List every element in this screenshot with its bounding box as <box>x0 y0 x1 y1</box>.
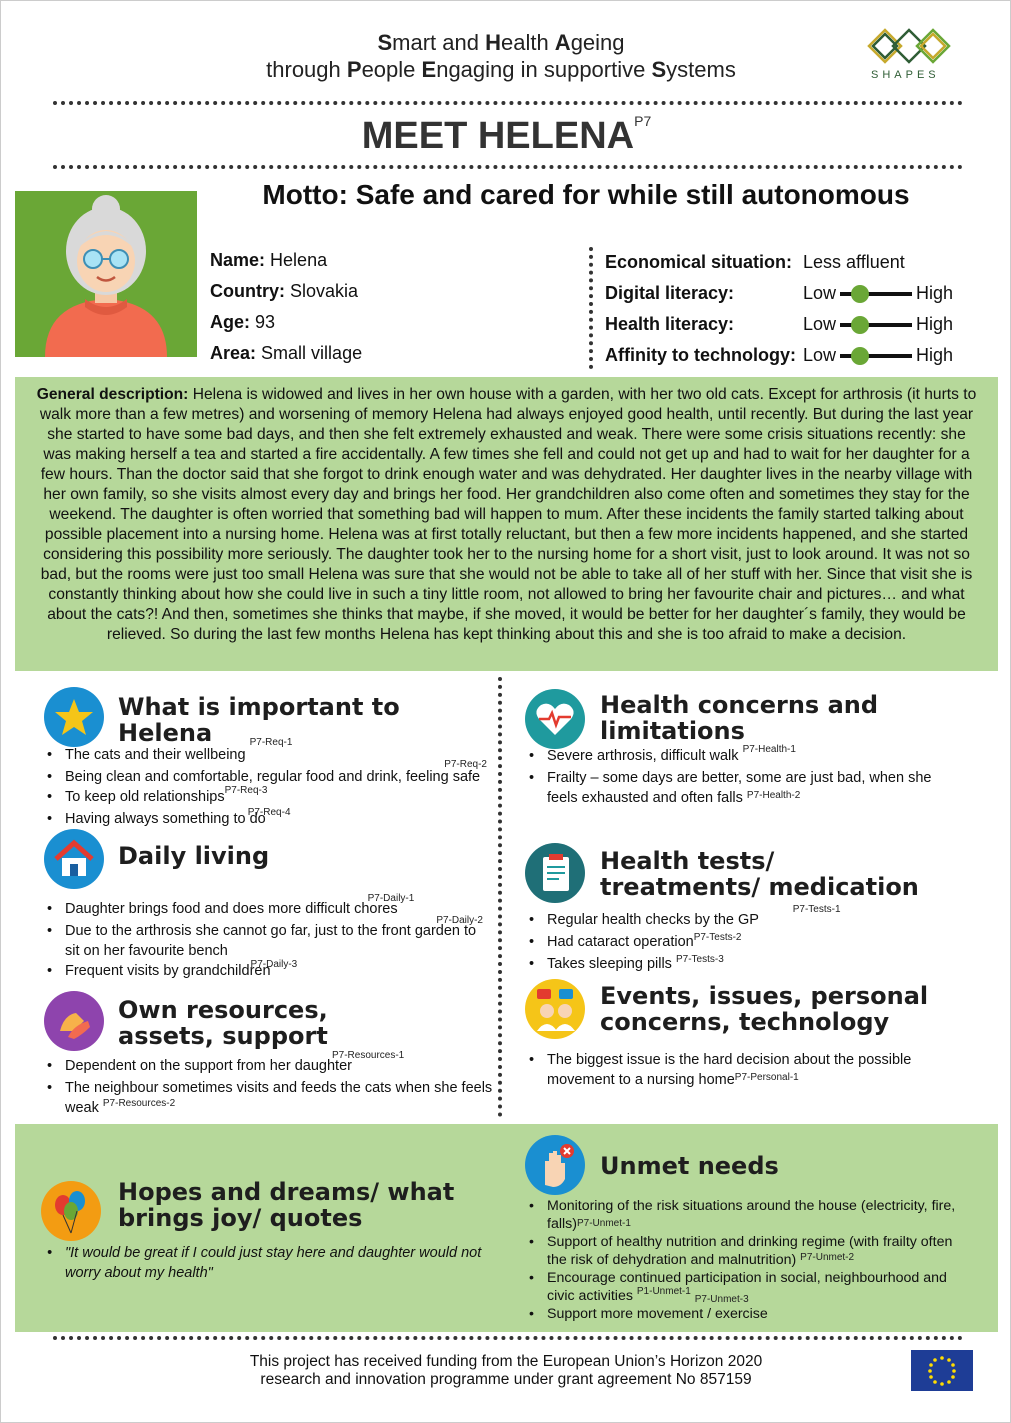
scale-high: High <box>916 283 954 303</box>
star-icon <box>44 687 104 747</box>
health-literacy-row <box>605 309 985 340</box>
name-label: Name: <box>210 250 266 270</box>
item-text: Frailty – some days are better, some are just bad, when she feels exhausted and often falls <box>547 770 932 806</box>
list-item <box>525 1306 975 1324</box>
heart-monitor-icon <box>525 689 585 749</box>
divider <box>53 101 963 105</box>
page-title-text: MEET HELENA <box>361 115 635 157</box>
initial: A <box>554 30 571 55</box>
funding-line1: This project has received funding from the European Union’s Horizon 2020 <box>249 1353 763 1370</box>
ref-tag: P7-Req-3 <box>224 785 268 796</box>
ref-tag: P7-Req-2 <box>444 759 487 770</box>
list-item <box>525 1270 975 1306</box>
item-text: Encourage continued participation in social, neighbourhood and civic activities <box>547 1270 947 1304</box>
health-heading <box>600 692 900 744</box>
list-item <box>43 1078 493 1120</box>
health-heading-rest: and limitations <box>600 691 879 745</box>
list-item <box>525 1234 975 1270</box>
quote-text: "It would be great if I could just stay here and daughter would not worry about my health" <box>65 1245 482 1281</box>
item-text: Regular health checks by the GP <box>547 912 759 928</box>
digital-literacy-slider <box>840 292 912 296</box>
ref-tag: P7-Unmet-3 <box>694 1293 749 1305</box>
scale-high: High <box>916 345 954 365</box>
list-item <box>43 809 493 831</box>
item-text: Monitoring of the risk situations around the house (electricity, fire, falls) <box>547 1198 956 1232</box>
affinity-row <box>605 340 985 371</box>
health-literacy-slider <box>840 323 912 327</box>
scale-low: Low <box>803 283 837 303</box>
avatar <box>15 191 197 357</box>
motto: Motto: Safe and cared for while still autonomous <box>262 179 910 210</box>
word: ngaging in supportive <box>436 57 652 82</box>
word: geing <box>570 30 625 55</box>
ref-tag: P7-Tests-1 <box>792 904 841 915</box>
ref-tag: P7-Health-2 <box>746 790 801 801</box>
economical-value: Less affluent <box>803 252 905 272</box>
logo-text: SHAPES <box>871 69 940 81</box>
ref-tag: P7-Unmet-1 <box>576 1217 631 1229</box>
area-label: Area: <box>210 343 257 363</box>
item-text: The cats and their wellbeing <box>65 747 246 763</box>
word: mart and <box>392 30 486 55</box>
shapes-logo <box>859 25 969 85</box>
daily-heading: Daily living <box>118 842 270 870</box>
divider <box>53 1336 963 1340</box>
description-label: General description: <box>36 386 189 403</box>
important-heading: What is important to Helena <box>118 693 400 747</box>
ref-tag: P7-Resources-1 <box>331 1050 405 1061</box>
hopes-heading: Hopes and dreams/ what brings joy/ quotes <box>118 1178 455 1232</box>
scale-low: Low <box>803 314 837 334</box>
events-heading: Events, issues, personal concerns, technology <box>600 982 929 1036</box>
divider <box>589 247 593 369</box>
word: ystems <box>666 57 736 82</box>
digital-literacy-row <box>605 278 985 309</box>
divider <box>53 165 963 169</box>
ref-tag: P1-Unmet-1 <box>636 1285 691 1297</box>
word: through <box>266 57 347 82</box>
ref-tag: P7-Unmet-2 <box>800 1251 855 1263</box>
list-item <box>525 904 945 932</box>
country-value: Slovakia <box>290 281 359 301</box>
shapes-logo-icon <box>859 25 959 67</box>
description-text: Helena is widowed and lives in her own house with a garden, with her two old cats. Except for arthrosis (it hurts to walk more than a few metres) and worsening of memory Helena had always enjoyed good health, until recently. But during the last year she started to have some bad days, and then she felt extremely exhausted and weak. There were some crisis situations recently: she was making herself a tea and started a fire accidentally. A few times she fell and could not get up and had to wait for her daughter for a few hours. Than the doctor said that she forgot to drink enough water and was dehydrated. Her daughter lives in the nearby village with her own family, so she visits almost every day and brings her food. Her grandchildren also come often and sometimes they stay for the weekend. The daughter is often worried that something bad will happen to mum. After these incidents the family started talking about possible placement into a nursing home. Helena was at first totally reluctant, but then a few more incidents happened, and she started considering this possibility more seriously. The daughter took her to the nursing home for a short visit, just to look around. It was not so bad, but the rooms were just too small Helena was sure that she would not be able to take all of her stuff with her. Since that visit she is constantly thinking about how she could live in such a tiny little room, not allowed to bring her favourite chair and pictures… and what about the cats?! And then, sometimes she thinks that maybe, if she moved, it would be better for her daughter´s family, they would be relieved. So during the last few months Helena has kept thinking about this and she is too afraid to make a decision. <box>39 386 977 643</box>
list-item <box>43 915 493 961</box>
slider-knob <box>851 347 869 365</box>
house-icon <box>44 829 104 889</box>
unmet-list <box>525 1198 975 1324</box>
daily-list <box>43 893 493 983</box>
list-item <box>43 1050 493 1078</box>
economical-label: Economical situation: <box>605 252 793 272</box>
ref-tag: P7-Daily-3 <box>250 959 298 970</box>
initial: H <box>485 30 501 55</box>
country-row <box>210 276 580 307</box>
item-text: Daughter brings food and does more difficult chores <box>65 901 398 917</box>
item-text: Had cataract operation <box>547 934 694 950</box>
hopes-list <box>43 1243 493 1283</box>
list-item <box>525 746 945 768</box>
resources-list <box>43 1050 493 1120</box>
list-item <box>43 787 493 809</box>
item-text: Dependent on the support from her daughter <box>65 1058 352 1074</box>
eu-flag-icon <box>911 1350 973 1391</box>
slider-knob <box>851 285 869 303</box>
general-description <box>15 377 998 671</box>
initial: S <box>377 30 393 55</box>
list-item <box>525 768 945 810</box>
list-item <box>43 759 493 787</box>
resources-heading: Own resources, assets, support <box>118 996 328 1050</box>
initial: P <box>346 57 362 82</box>
item-text: Takes sleeping pills <box>547 956 672 972</box>
list-item <box>525 932 945 954</box>
item-text: The biggest issue is the hard decision about the possible movement to a nursing home <box>547 1052 912 1088</box>
list-item <box>43 1243 493 1283</box>
stop-hand-icon <box>525 1135 585 1195</box>
ref-tag: P7-Req-1 <box>249 737 293 748</box>
ref-tag: P7-Daily-1 <box>367 893 415 904</box>
affinity-slider <box>840 354 912 358</box>
initial: S <box>651 57 667 82</box>
balloons-icon <box>41 1181 101 1241</box>
list-item <box>43 961 493 983</box>
list-item <box>525 1050 945 1092</box>
item-text: Severe arthrosis, difficult walk <box>547 748 739 764</box>
project-title-line2 <box>201 56 801 83</box>
ref-tag: P7-Daily-2 <box>436 915 483 926</box>
item-text: To keep old relationships <box>65 789 225 805</box>
name-value: Helena <box>270 250 328 270</box>
grandmother-icon <box>15 191 197 357</box>
item-text: Being clean and comfortable, regular food and drink, feeling safe <box>65 769 481 785</box>
affinity-label: Affinity to technology: <box>605 345 796 365</box>
age-value: 93 <box>255 312 276 332</box>
project-title <box>201 29 801 83</box>
funding-notice <box>181 1353 831 1389</box>
divider <box>498 677 502 1117</box>
age-label: Age: <box>210 312 250 332</box>
scale-high: High <box>916 314 954 334</box>
area-value: Small village <box>261 343 363 363</box>
ref-tag: P7-Health-1 <box>742 744 796 755</box>
item-text: Support more movement / exercise <box>547 1306 768 1322</box>
health-list <box>525 746 945 810</box>
ref-tag: P7-Req-4 <box>247 807 291 818</box>
item-text: Frequent visits by grandchildren <box>65 963 271 979</box>
list-item <box>525 1198 975 1234</box>
unmet-heading: Unmet needs <box>600 1152 779 1180</box>
item-text: Due to the arthrosis she cannot go far, just to the front garden to sit on her favourite bench <box>65 923 477 959</box>
list-item <box>43 737 493 767</box>
ref-tag: P7-Personal-1 <box>734 1072 799 1083</box>
doctors-chat-icon <box>525 979 585 1039</box>
scale-low: Low <box>803 345 837 365</box>
traits-info <box>605 247 985 371</box>
age-row <box>210 307 580 338</box>
funding-line2: research and innovation programme under grant agreement No 857159 <box>260 1371 752 1388</box>
name-row <box>210 245 580 276</box>
clipboard-icon <box>525 843 585 903</box>
item-text: Support of healthy nutrition and drinking regime (with frailty often the risk of dehydration and malnutrition) <box>547 1234 953 1268</box>
word: ealth <box>500 30 555 55</box>
eu-stars-icon <box>911 1350 973 1391</box>
health-heading-bold: Health concerns <box>600 691 820 719</box>
digital-literacy-label: Digital literacy: <box>605 283 735 303</box>
events-list <box>525 1050 945 1092</box>
initial: E <box>421 57 437 82</box>
item-text: Having always something to do <box>65 811 266 827</box>
ref-tag: P7-Tests-2 <box>693 932 742 943</box>
item-text: The neighbour sometimes visits and feeds the cats when she feels weak <box>65 1080 493 1116</box>
ref-tag: P7-Tests-3 <box>675 954 724 965</box>
project-title-line1 <box>201 29 801 56</box>
tests-heading: Health tests/ treatments/ medication <box>600 847 919 901</box>
word: eople <box>361 57 422 82</box>
list-item <box>43 893 493 921</box>
country-label: Country: <box>210 281 285 301</box>
profile-info <box>210 245 580 369</box>
list-item <box>525 954 945 976</box>
economical-row <box>605 247 985 278</box>
persona-id: P7 <box>634 113 652 129</box>
health-literacy-label: Health literacy: <box>605 314 735 334</box>
helping-hand-icon <box>44 991 104 1051</box>
ref-tag: P7-Resources-2 <box>102 1098 176 1109</box>
area-row <box>210 338 580 369</box>
page-title <box>1 113 1011 158</box>
slider-knob <box>851 316 869 334</box>
tests-list <box>525 904 945 976</box>
important-list <box>43 737 493 831</box>
